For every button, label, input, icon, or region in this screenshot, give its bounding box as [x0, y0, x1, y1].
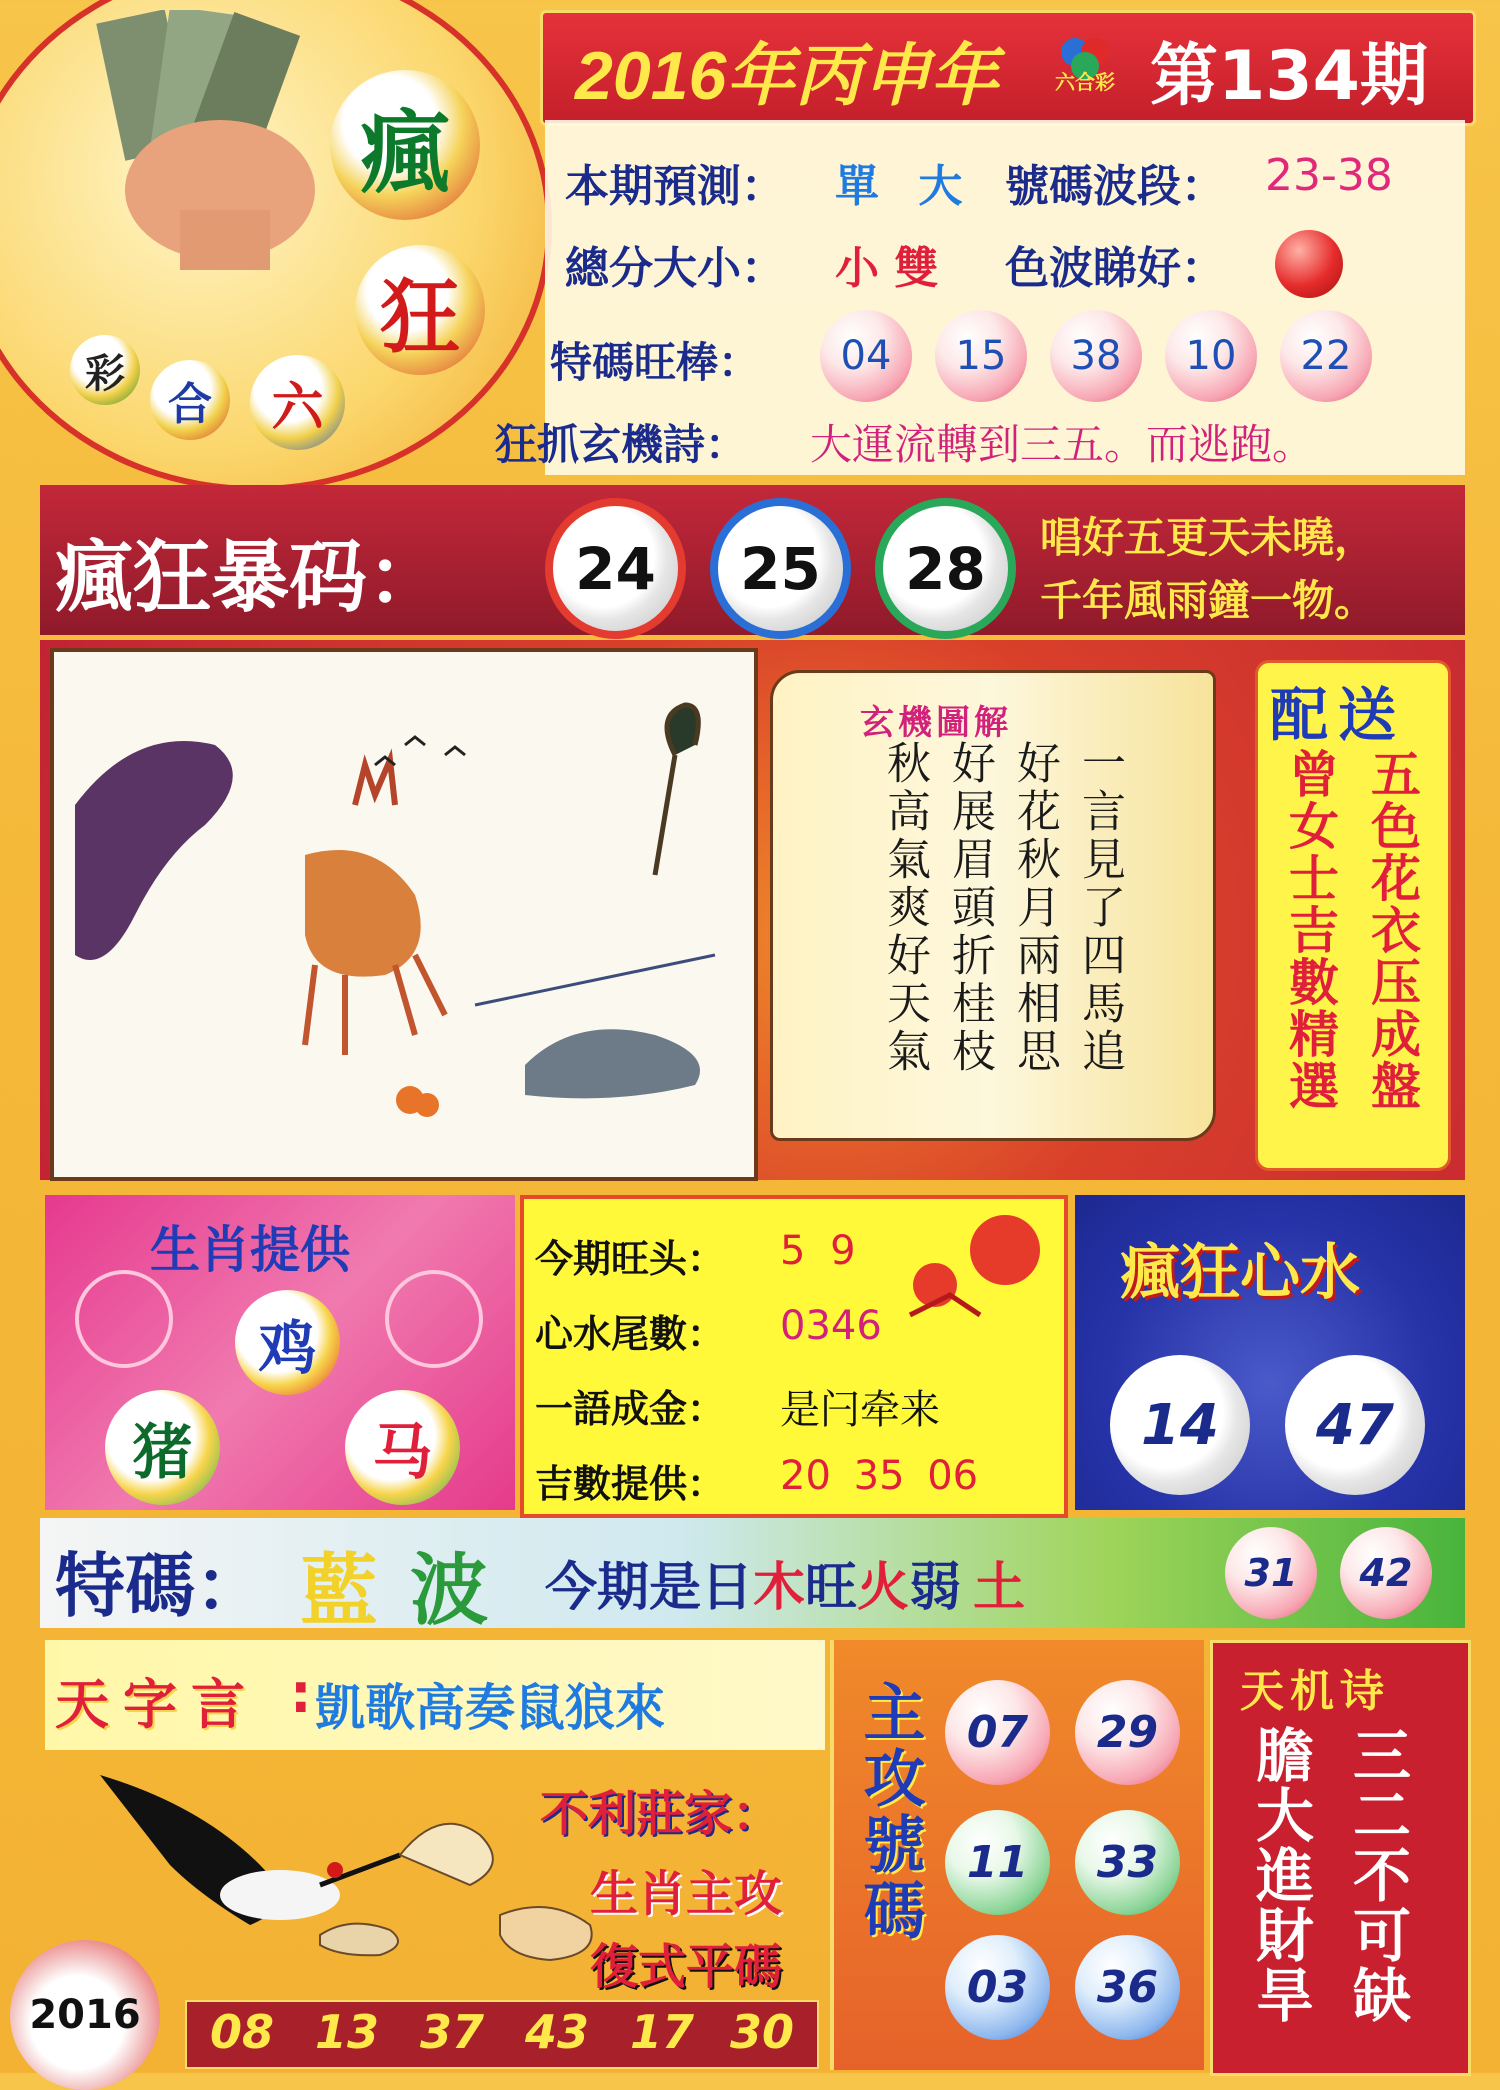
attack-ball-2: 29: [1075, 1680, 1180, 1785]
smiley-left-icon: [75, 1270, 173, 1368]
special-bar-text-d: 火: [857, 1558, 910, 1618]
scroll-column-3: 好展眉頭折桂枝: [944, 740, 995, 1076]
special-ball-4: 10: [1165, 310, 1257, 402]
scroll-column-2: 好花秋月兩相思: [1009, 740, 1060, 1076]
lion-dance-icon: [890, 1205, 1050, 1325]
bottom-number-3: 37: [420, 2005, 485, 2059]
scroll-title: 玄機圖解: [860, 703, 1012, 743]
special-bar-text-c: 旺: [805, 1558, 858, 1618]
zodiac-title: 生肖提供: [150, 1221, 350, 1279]
note-2: 生肖主攻: [590, 1866, 783, 1922]
special-ball-5: 22: [1280, 310, 1372, 402]
mid-row-3-value: 是闩牵来: [780, 1387, 940, 1433]
gift-column-1: 五色花衣压成盤: [1363, 748, 1421, 1112]
predict-label: 本期預測：: [565, 161, 785, 212]
poem-box-column-2: 膽大進財旱: [1246, 1725, 1314, 2025]
bottom-number-6: 30: [730, 2005, 795, 2059]
special-bar-text-e: 弱: [909, 1558, 962, 1618]
crazy-ball-1: 24: [545, 498, 686, 639]
special-bar-ball-1: 31: [1225, 1527, 1317, 1619]
crazy-label: 瘋狂暴码：: [55, 532, 446, 623]
year-title: 2016年丙申年: [575, 38, 999, 114]
heart-ball-1: 14: [1110, 1355, 1250, 1495]
smiley-right-icon: [385, 1270, 483, 1368]
bottom-number-1: 08: [210, 2005, 275, 2059]
attack-label: 主攻號碼: [853, 1680, 926, 1944]
bottom-number-2: 13: [315, 2005, 380, 2059]
special-bar-label: 特碼：: [55, 1544, 265, 1627]
heart-title: 瘋狂心水: [1120, 1238, 1360, 1308]
mid-row-4-value: 20 35 06: [780, 1453, 979, 1499]
range-value: 23-38: [1265, 150, 1393, 201]
note-3: 復式平碼: [590, 1939, 783, 1995]
note-1: 不利莊家：: [540, 1786, 781, 1842]
special-bar-text-b: 木: [753, 1558, 806, 1618]
special-bar-wave-2: 波: [410, 1546, 489, 1636]
logo-ball-liu: 六: [250, 355, 345, 450]
special-bar-ball-2: 42: [1340, 1527, 1432, 1619]
special-bar-text: [545, 1545, 1025, 1620]
heart-ball-2: 47: [1285, 1355, 1425, 1495]
special-bar-text-f: 土: [973, 1558, 1026, 1618]
special-label: 特碼旺棒：: [550, 338, 761, 387]
bottom-number-4: 43: [525, 2005, 590, 2059]
mid-row-1-label: 今期旺头：: [535, 1237, 726, 1281]
bottom-numbers-bar: [185, 2000, 819, 2069]
sky-word-value: 凱歌高奏鼠狼來: [315, 1679, 665, 1737]
bottom-number-5: 17: [630, 2005, 695, 2059]
special-ball-1: 04: [820, 310, 912, 402]
crazy-line-1: 唱好五更天未曉，: [1040, 513, 1377, 562]
zodiac-ball-pig: 猪: [105, 1390, 220, 1505]
special-bar-text-a: 今期是日: [545, 1558, 754, 1618]
mid-row-3-label: 一語成金：: [535, 1387, 726, 1431]
logo-ball-kuang: 狂: [355, 245, 485, 375]
mid-row-2-label: 心水尾數：: [535, 1312, 726, 1356]
mid-row-4-label: 吉數提供：: [535, 1462, 726, 1506]
scroll-column-4: 秋高氣爽好天氣: [879, 740, 930, 1076]
money-hand-icon: [90, 10, 330, 270]
scroll-column-1: 一言見了四馬追: [1074, 740, 1125, 1076]
year-ball: 2016: [10, 1940, 160, 2090]
lottery-logo-text: 六合彩: [1055, 70, 1115, 94]
color-label: 色波睇好：: [1005, 243, 1225, 294]
poem-box-column-1: 三二不可缺: [1343, 1725, 1411, 2025]
gift-title: 配送: [1270, 681, 1407, 749]
total-value: 小 雙: [835, 243, 939, 294]
logo-ball-feng: 瘋: [330, 70, 480, 220]
zodiac-ball-rooster: 鸡: [235, 1290, 340, 1395]
attack-ball-6: 36: [1075, 1935, 1180, 2040]
mid-row-2-value: 0346: [780, 1303, 882, 1349]
special-ball-2: 15: [935, 310, 1027, 402]
range-label: 號碼波段：: [1005, 161, 1225, 212]
mid-row-1-value: 5 9: [780, 1228, 856, 1274]
sky-word-colon: :: [290, 1662, 312, 1725]
sky-word-label: 天字言: [55, 1673, 259, 1736]
poem-box-title: 天机诗: [1240, 1666, 1390, 1717]
logo-ball-he: 合: [150, 360, 230, 440]
total-label: 總分大小：: [565, 243, 785, 294]
crazy-ball-2: 25: [710, 498, 851, 639]
poem-value: 大運流轉到三五。而逃跑。: [810, 420, 1315, 469]
zodiac-ball-horse: 马: [345, 1390, 460, 1505]
gift-column-2: 曾女士吉數精選: [1281, 748, 1339, 1112]
poem-label: 狂抓玄機詩：: [495, 420, 748, 469]
attack-ball-3: 11: [945, 1810, 1050, 1915]
attack-ball-1: 07: [945, 1680, 1050, 1785]
special-bar-wave-1: 藍: [300, 1546, 379, 1636]
red-wave-ball: [1275, 230, 1343, 298]
attack-ball-5: 03: [945, 1935, 1050, 2040]
deer-illustration: [55, 655, 745, 1170]
crazy-line-2: 千年風雨鐘一物。: [1040, 576, 1377, 625]
predict-value: 單 大: [835, 161, 963, 212]
crazy-ball-3: 28: [875, 498, 1016, 639]
issue-number: 第134期: [1150, 37, 1428, 116]
attack-ball-4: 33: [1075, 1810, 1180, 1915]
logo-ball-cai: 彩: [70, 335, 140, 405]
special-ball-3: 38: [1050, 310, 1142, 402]
